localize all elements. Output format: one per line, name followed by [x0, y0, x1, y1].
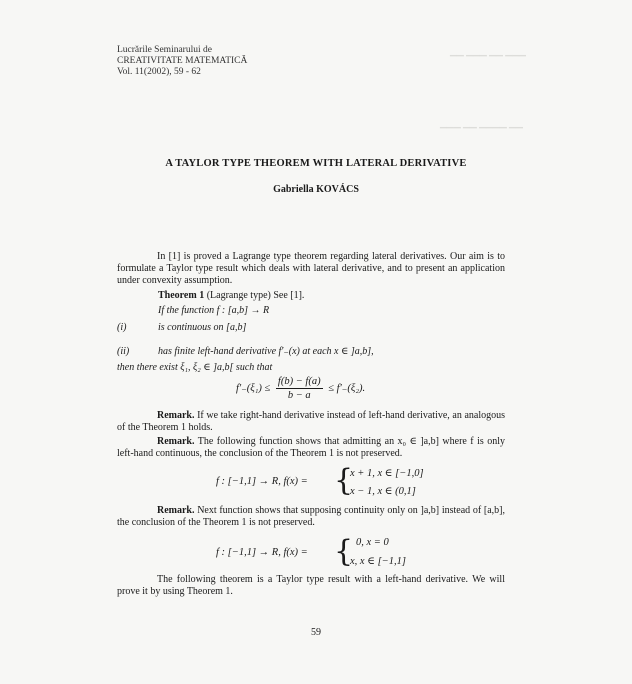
left-brace: {: [334, 463, 354, 498]
condition-ii-text: has finite left-hand derivative f′₋(x) at each x ∈ ]a,b],: [158, 346, 374, 357]
piecewise-case: x − 1, x ∈ (0,1]: [350, 486, 416, 497]
theorem-1-heading: [158, 290, 304, 302]
remark-text: If we take right-hand derivative instead of left-hand derivative, an analogous of the Theorem 1 holds.: [117, 410, 505, 433]
piecewise-function-2-lhs: f : [−1,1] → R, f(x) =: [216, 547, 308, 558]
theorem-note: (Lagrange type) See [1].: [204, 290, 305, 301]
intro-paragraph: In [1] is proved a Lagrange type theorem regarding lateral derivatives. Our aim is to formulate a Taylor type result which deals with lateral derivative, and to present an application under convexity assumption.: [117, 251, 505, 286]
remark-text: Next function shows that supposing continuity only on ]a,b] instead of [a,b], the conclusion of the Theorem 1 is not preserved.: [117, 505, 505, 528]
bleed-through-text: ▁▁ ▁▁▁ ▁▁ ▁▁▁: [450, 46, 526, 56]
journal-header-line: Lucrările Seminarului de: [117, 45, 212, 55]
remark-3: [117, 505, 505, 529]
paper-title: A TAYLOR TYPE THEOREM WITH LATERAL DERIVATIVE: [165, 158, 467, 169]
theorem-label: Theorem 1: [158, 290, 205, 301]
condition-i-label: (i): [117, 322, 127, 333]
remark-text: The following function shows that admitting an x₀ ∈ ]a,b] where f is only left-hand continuous, the conclusion of the Theorem 1 is not preserved.: [117, 436, 505, 459]
journal-header: [117, 45, 247, 78]
equation-right: ≤ f′₋(ξ₂).: [328, 382, 366, 394]
closing-paragraph: The following theorem is a Taylor type result with a left-hand derivative. We will prove it by using Theorem 1.: [117, 574, 505, 597]
theorem-then-line: then there exist ξ₁, ξ₂ ∈ ]a,b[ such that: [117, 362, 273, 373]
paper-author: Gabriella KOVÁCS: [273, 184, 359, 195]
remark-2: [117, 436, 505, 460]
theorem-if-line: If the function f : [a,b] → R: [158, 305, 270, 316]
piecewise-case: x + 1, x ∈ [−1,0]: [350, 468, 424, 479]
condition-ii-label: (ii): [117, 346, 130, 357]
remark-label: Remark.: [157, 436, 195, 447]
journal-header-line: Vol. 11(2002), 59 - 62: [117, 67, 201, 77]
lagrange-inequality: [236, 375, 365, 402]
fraction-numerator: f(b) − f(a): [277, 376, 321, 387]
remark-label: Remark.: [157, 505, 195, 516]
equation-left: f′₋(ξ₁) ≤: [236, 382, 271, 394]
condition-i-text: is continuous on [a,b]: [158, 322, 247, 333]
piecewise-case: 0, x = 0: [356, 537, 389, 548]
journal-header-line: CREATIVITATE MATEMATICĂ: [117, 56, 248, 66]
bleed-through-text: ▁▁▁ ▁▁ ▁▁▁▁ ▁▁: [440, 118, 523, 128]
remark-1: [117, 410, 505, 434]
piecewise-function-1-lhs: f : [−1,1] → R, f(x) =: [216, 476, 308, 487]
piecewise-case: x, x ∈ [−1,1]: [350, 556, 406, 567]
difference-quotient: [276, 375, 323, 402]
page-number: 59: [311, 627, 321, 638]
fraction-denominator: b − a: [287, 390, 311, 401]
left-brace: {: [334, 534, 354, 569]
remark-label: Remark.: [157, 410, 195, 421]
